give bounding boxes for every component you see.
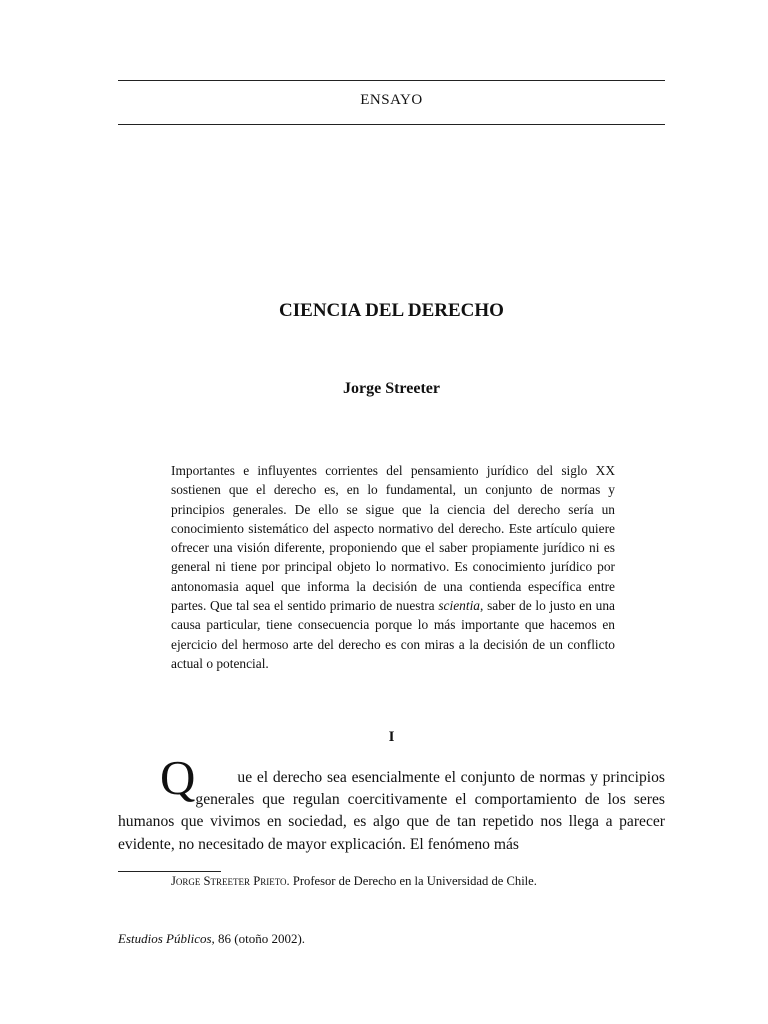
- body-paragraph: [118, 750, 665, 856]
- footnote-affiliation: . Profesor de Derecho en la Universidad de Chile.: [286, 874, 537, 888]
- journal-issue: 86 (otoño 2002).: [214, 931, 306, 946]
- section-heading: I: [388, 729, 395, 745]
- journal-name: Estudios Públicos,: [118, 931, 215, 946]
- article-abstract: [171, 461, 615, 673]
- footnote-author-name: Jorge Streeter Prieto: [171, 874, 287, 888]
- abstract-italic-term: scientia: [438, 598, 480, 614]
- article-author: Jorge Streeter: [343, 380, 440, 397]
- section-label: ENSAYO: [360, 92, 423, 108]
- body-text: ue el derecho sea esencialmente el conjunto de normas y principios generales que regulan coercitivamente el comportamiento de los seres humanos que vivimos en sociedad, es algo que de tan repetido nos llega a parecer evidente, no necesitado de mayor explicación. El fenómeno más: [118, 769, 665, 853]
- drop-cap: Q: [160, 750, 196, 805]
- footnote: [171, 874, 665, 889]
- journal-citation: [118, 931, 305, 947]
- footnote-rule: [118, 871, 221, 872]
- header-top-rule: [118, 80, 665, 81]
- header-bottom-rule: [118, 124, 665, 125]
- abstract-text-end: , saber de lo justo en una causa particular, tiene consecuencia porque lo más importante que hacemos en ejercicio del hermoso arte del derecho es con miras a la decisión de un conflicto actual o potencial.: [171, 598, 615, 671]
- abstract-text-start: Importantes e influyentes corrientes del pensamiento jurídico del siglo XX sostienen que el derecho es, en lo fundamental, un conjunto de normas y principios generales. De ello se sigue que la ciencia del derecho sería un conocimiento sistemático del aspecto normativo del derecho. Este artículo quiere ofrecer una visión diferente, proponiendo que el saber propiamente jurídico ni es general ni tiene por principal objeto lo normativo. Es conocimiento jurídico por antonomasia aquel que informa la decisión de una contienda específica entre partes. Que tal sea el sentido primario de nuestra: [171, 463, 615, 614]
- article-title: CIENCIA DEL DERECHO: [279, 300, 504, 321]
